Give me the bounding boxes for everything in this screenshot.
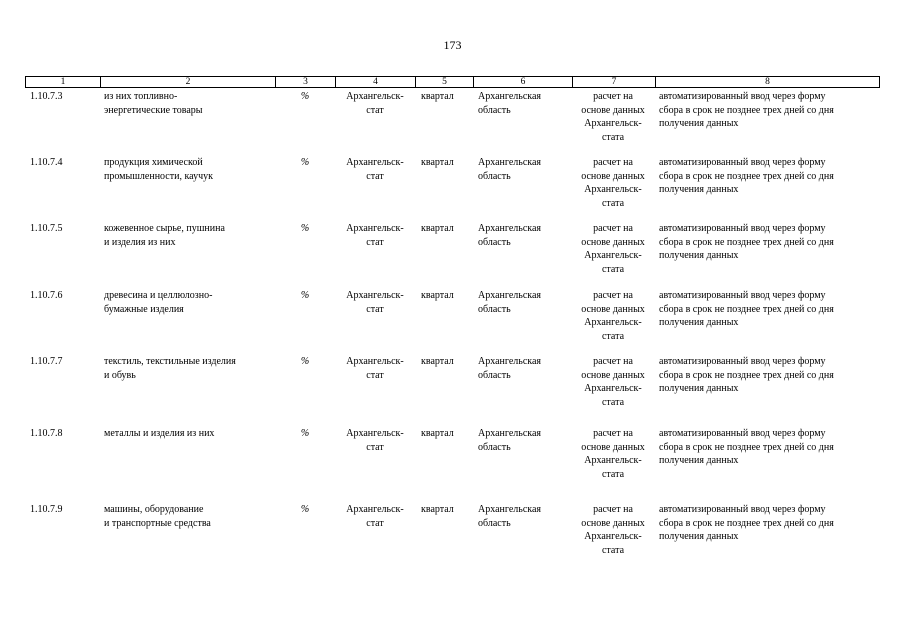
page-number: 173 <box>443 38 462 52</box>
row-source-line: Архангельск- <box>346 356 404 367</box>
row-region <box>478 90 578 117</box>
row-region-line: Архангельская <box>478 428 542 439</box>
row-source <box>335 156 415 183</box>
row-region <box>478 503 578 530</box>
row-source-line: Архангельск- <box>346 290 404 301</box>
row-input-line: получения данных <box>659 250 739 261</box>
row-method-line: стата <box>601 396 625 408</box>
row-method <box>572 427 654 481</box>
row-method-line: Архангельск- <box>584 184 642 195</box>
row-method-line: стата <box>601 330 625 342</box>
row-method <box>572 90 654 144</box>
row-name-line: машины, оборудование <box>104 504 204 515</box>
row-method-line: расчет на <box>593 428 633 439</box>
row-input-line: автоматизированный ввод через форму <box>659 290 826 301</box>
row-code: 1.10.7.6 <box>30 290 63 301</box>
row-source <box>335 289 415 316</box>
row-source <box>335 222 415 249</box>
row-input-line: сбора в срок не позднее трех дней со дня <box>659 236 834 248</box>
row-region <box>478 156 578 183</box>
row-method-line: стата <box>601 468 625 480</box>
row-source-line: Архангельск- <box>346 157 404 168</box>
row-method-line: Архангельск- <box>584 383 642 394</box>
row-source-line: стат <box>366 236 384 248</box>
row-source-line: стат <box>366 441 384 453</box>
row-source-line: стат <box>366 369 384 381</box>
row-method-line: расчет на <box>593 223 633 234</box>
row-input <box>659 289 884 330</box>
row-input-line: сбора в срок не позднее трех дней со дня <box>659 517 834 529</box>
row-input-line: получения данных <box>659 455 739 466</box>
header-col-6: 6 <box>474 77 573 87</box>
row-input <box>659 503 884 544</box>
row-method-line: Архангельск- <box>584 455 642 466</box>
row-name-line: продукция химической <box>104 157 203 168</box>
row-code: 1.10.7.8 <box>30 428 63 439</box>
row-region-line: область <box>478 517 511 529</box>
row-name-line: промышленности, каучук <box>104 170 213 182</box>
row-name <box>104 289 274 316</box>
row-input <box>659 427 884 468</box>
row-period: квартал <box>421 91 454 102</box>
row-method-line: Архангельск- <box>584 250 642 261</box>
row-source-line: Архангельск- <box>346 504 404 515</box>
row-unit: % <box>300 223 310 234</box>
row-input-line: сбора в срок не позднее трех дней со дня <box>659 441 834 453</box>
row-source <box>335 90 415 117</box>
row-input-line: получения данных <box>659 118 739 129</box>
header-col-4: 4 <box>336 77 416 87</box>
row-method <box>572 503 654 557</box>
row-name-line: и обувь <box>104 369 136 381</box>
row-name <box>104 156 274 183</box>
row-region <box>478 427 578 454</box>
row-region-line: область <box>478 303 511 315</box>
row-input-line: получения данных <box>659 531 739 542</box>
row-name <box>104 427 274 441</box>
row-method-line: Архангельск- <box>584 118 642 129</box>
row-method <box>572 355 654 409</box>
row-input-line: сбора в срок не позднее трех дней со дня <box>659 170 834 182</box>
row-period: квартал <box>421 428 454 439</box>
row-region <box>478 355 578 382</box>
row-method-line: расчет на <box>593 290 633 301</box>
row-period: квартал <box>421 290 454 301</box>
row-unit: % <box>300 356 310 367</box>
row-method-line: Архангельск- <box>584 531 642 542</box>
row-method <box>572 289 654 343</box>
row-period: квартал <box>421 157 454 168</box>
row-input-line: получения данных <box>659 383 739 394</box>
row-name-line: энергетические товары <box>104 104 203 116</box>
row-period: квартал <box>421 504 454 515</box>
row-region-line: область <box>478 170 511 182</box>
row-name-line: древесина и целлюлозно- <box>104 290 213 301</box>
row-method-line: основе данных <box>581 369 645 381</box>
row-region-line: Архангельская <box>478 223 542 234</box>
row-method <box>572 156 654 210</box>
row-method-line: основе данных <box>581 236 645 248</box>
row-region <box>478 222 578 249</box>
row-region <box>478 289 578 316</box>
row-region-line: Архангельская <box>478 356 542 367</box>
row-region-line: Архангельская <box>478 290 542 301</box>
row-method-line: расчет на <box>593 504 633 515</box>
row-method-line: основе данных <box>581 517 645 529</box>
row-method-line: основе данных <box>581 104 645 116</box>
row-unit: % <box>300 157 310 168</box>
header-col-5: 5 <box>416 77 474 87</box>
row-period: квартал <box>421 223 454 234</box>
row-method-line: расчет на <box>593 91 633 102</box>
row-source-line: стат <box>366 170 384 182</box>
row-source-line: Архангельск- <box>346 428 404 439</box>
row-method-line: стата <box>601 544 625 556</box>
row-name-line: кожевенное сырье, пушнина <box>104 223 225 234</box>
row-input <box>659 156 884 197</box>
row-region-line: Архангельская <box>478 504 542 515</box>
row-code: 1.10.7.3 <box>30 91 63 102</box>
row-code: 1.10.7.9 <box>30 504 63 515</box>
row-region-line: Архангельская <box>478 157 542 168</box>
row-method-line: расчет на <box>593 356 633 367</box>
row-input-line: автоматизированный ввод через форму <box>659 428 826 439</box>
row-region-line: область <box>478 236 511 248</box>
row-source-line: стат <box>366 303 384 315</box>
row-name-line: и транспортные средства <box>104 517 211 529</box>
row-method-line: стата <box>601 131 625 143</box>
row-name <box>104 355 274 382</box>
row-source-line: Архангельск- <box>346 91 404 102</box>
row-source-line: стат <box>366 104 384 116</box>
row-input <box>659 222 884 263</box>
row-method-line: стата <box>601 263 625 275</box>
header-col-2: 2 <box>101 77 276 87</box>
row-method-line: основе данных <box>581 170 645 182</box>
row-source <box>335 355 415 382</box>
row-name <box>104 222 274 249</box>
row-code: 1.10.7.5 <box>30 223 63 234</box>
row-name-line: из них топливно- <box>104 91 178 102</box>
row-input-line: получения данных <box>659 317 739 328</box>
row-period: квартал <box>421 356 454 367</box>
row-input-line: автоматизированный ввод через форму <box>659 504 826 515</box>
row-region-line: область <box>478 104 511 116</box>
row-name-line: и изделия из них <box>104 236 176 248</box>
row-method-line: расчет на <box>593 157 633 168</box>
row-input-line: сбора в срок не позднее трех дней со дня <box>659 369 834 381</box>
header-col-7: 7 <box>573 77 656 87</box>
row-unit: % <box>300 504 310 515</box>
header-col-3: 3 <box>276 77 336 87</box>
row-region-line: область <box>478 369 511 381</box>
row-input <box>659 355 884 396</box>
row-input-line: автоматизированный ввод через форму <box>659 91 826 102</box>
row-method-line: основе данных <box>581 303 645 315</box>
row-code: 1.10.7.7 <box>30 356 63 367</box>
row-name-line: бумажные изделия <box>104 303 184 315</box>
header-col-8: 8 <box>765 77 770 87</box>
row-method-line: Архангельск- <box>584 317 642 328</box>
row-source <box>335 427 415 454</box>
row-code: 1.10.7.4 <box>30 157 63 168</box>
row-name-line: текстиль, текстильные изделия <box>104 356 236 367</box>
row-unit: % <box>300 91 310 102</box>
header-col-1: 1 <box>26 77 101 87</box>
row-name <box>104 503 274 530</box>
table-header <box>25 76 880 88</box>
row-source-line: стат <box>366 517 384 529</box>
row-input-line: автоматизированный ввод через форму <box>659 223 826 234</box>
row-input-line: автоматизированный ввод через форму <box>659 356 826 367</box>
row-region-line: область <box>478 441 511 453</box>
row-name <box>104 90 274 117</box>
row-method-line: стата <box>601 197 625 209</box>
row-source-line: Архангельск- <box>346 223 404 234</box>
row-input-line: сбора в срок не позднее трех дней со дня <box>659 303 834 315</box>
row-input-line: получения данных <box>659 184 739 195</box>
row-input-line: сбора в срок не позднее трех дней со дня <box>659 104 834 116</box>
row-input-line: автоматизированный ввод через форму <box>659 157 826 168</box>
row-name-line: металлы и изделия из них <box>104 428 215 439</box>
row-source <box>335 503 415 530</box>
row-method <box>572 222 654 276</box>
row-input <box>659 90 884 131</box>
row-region-line: Архангельская <box>478 91 542 102</box>
row-unit: % <box>300 428 310 439</box>
row-method-line: основе данных <box>581 441 645 453</box>
row-unit: % <box>300 290 310 301</box>
